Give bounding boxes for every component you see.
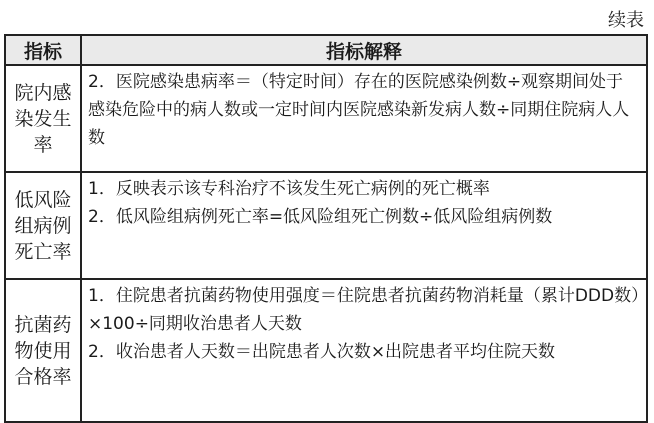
- indicator-explanation: [81, 279, 647, 422]
- explanation-item: 2．收治患者人天数＝出院患者人次数×出院患者平均住院天数: [88, 342, 556, 362]
- indicator-name: 院内感染发生率: [5, 65, 81, 172]
- table-row: [5, 279, 647, 422]
- explanation-item: 2．医院感染患病率＝（特定时间）存在的医院感染例数÷观察期间处于感染危险中的病人数或一定时间内医院感染新发病人数÷同期住院病人人数: [88, 72, 630, 148]
- indicator-explanation: [81, 65, 647, 172]
- header-indicator: 指标: [5, 35, 81, 65]
- explanation-item: 1．住院患者抗菌药物使用强度＝住院患者抗菌药物消耗量（累计DDD数）×100÷同期收治患者人天数: [88, 286, 640, 334]
- table-header-row: [5, 35, 647, 65]
- indicator-table: [4, 34, 648, 423]
- indicator-name: 抗菌药物使用合格率: [5, 279, 81, 422]
- table-row: [5, 172, 647, 279]
- header-explanation: 指标解释: [81, 35, 647, 65]
- continued-label: 续表: [608, 10, 644, 31]
- explanation-item: 1．反映表示该专科治疗不该发生死亡病例的死亡概率: [88, 179, 490, 199]
- indicator-explanation: [81, 172, 647, 279]
- explanation-item: 2．低风险组病例死亡率=低风险组死亡例数÷低风险组病例数: [88, 207, 553, 227]
- table-row: [5, 65, 647, 172]
- indicator-name: 低风险组病例死亡率: [5, 172, 81, 279]
